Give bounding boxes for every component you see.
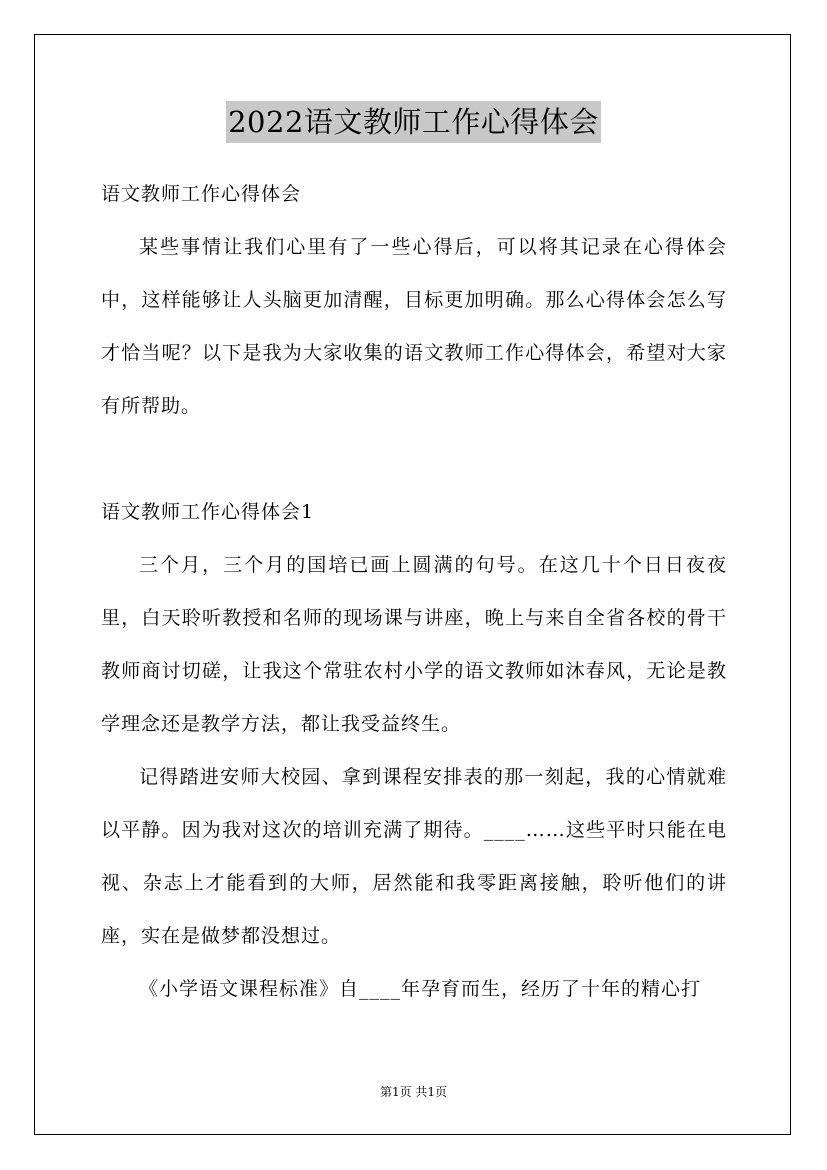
document-body <box>101 168 727 1016</box>
section1-heading: 语文教师工作心得体会1 <box>101 501 315 523</box>
document-title: 2022语文教师工作心得体会 <box>226 101 601 143</box>
title-wrap <box>0 101 827 143</box>
section1-paragraph-1: 三个月，三个月的国培已画上圆满的句号。在这几十个日日夜夜里，白天聆听教授和名师的现场课与讲座，晚上与来自全省各校的骨干教师商讨切磋，让我这个常驻农村小学的语文教师如沐春风，无论是教学理念还是教学方法，都让我受益终生。 <box>101 554 727 735</box>
section1-paragraph-3: 《小学语文课程标准》自____年孕育而生，经历了十年的精心打 <box>139 978 702 1000</box>
section1-paragraph-2: 记得踏进安师大校园、拿到课程安排表的那一刻起，我的心情就难以平静。因为我对这次的培训充满了期待。____……这些平时只能在电视、杂志上才能看到的大师，居然能和我零距离接触，聆听他们的讲座，实在是做梦都没想过。 <box>101 766 727 947</box>
main-heading: 语文教师工作心得体会 <box>101 183 302 205</box>
intro-paragraph: 某些事情让我们心里有了一些心得后，可以将其记录在心得体会中，这样能够让人头脑更加清醒，目标更加明确。那么心得体会怎么写才恰当呢？以下是我为大家收集的语文教师工作心得体会，希望对大家有所帮助。 <box>101 236 727 417</box>
page-footer: 第1页 共1页 <box>379 1085 448 1099</box>
section-spacer <box>101 433 727 486</box>
